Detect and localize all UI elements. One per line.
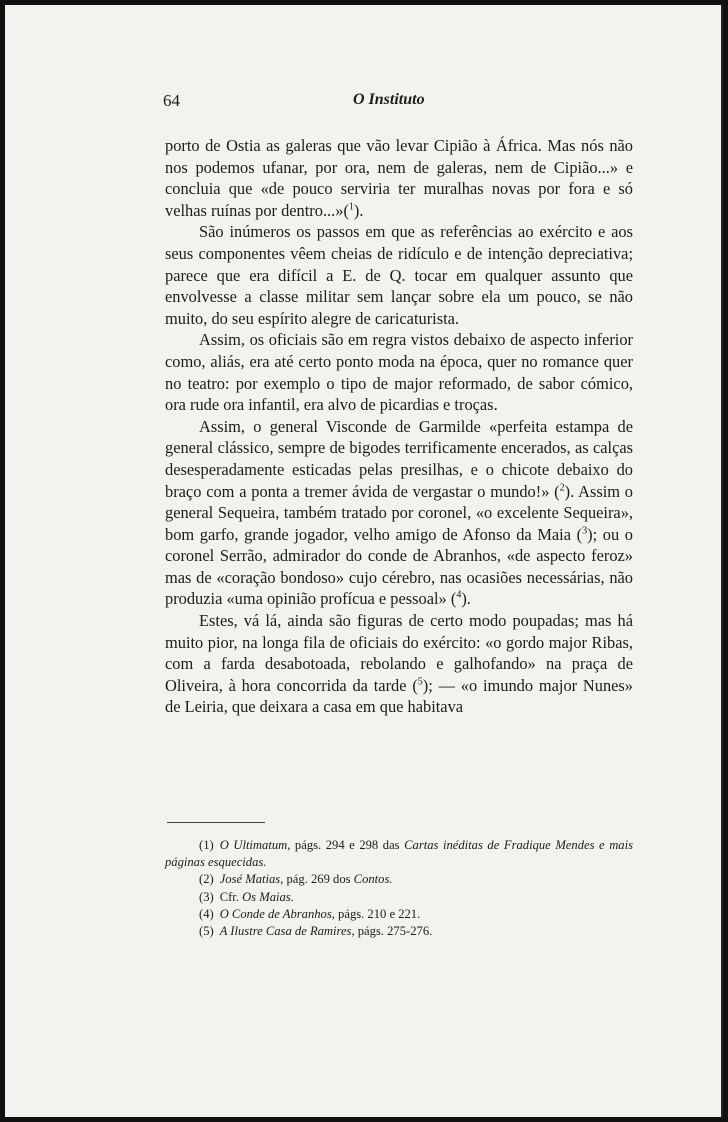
book-page [5,5,723,1117]
footnote-ref: 5 [417,676,423,688]
page-number: 64 [163,91,180,110]
footnote-ref: 2 [559,482,565,494]
body-text [165,135,633,718]
paragraph: porto de Ostia as galeras que vão levar Cipião à África. Mas nós não nos podemos ufanar, por ora, nem de galeras, nem de Cipião...» e concluia que «de pouco serviria ter muralhas novas por fora e só velhas ruínas por dentro...»($^1$). [165,136,633,220]
paragraph: Estes, vá lá, ainda são figuras de certo modo poupadas; mas há muito pior, na longa fila de oficiais do exército: «o gordo major Ribas, com a farda desabotoada, rebolando e galhofando» na praça de Oliveira, à hora concorrida da tarde ($^5$); — «o imundo major Nunes» de Leiria, que deixara a casa em que habitava [165,611,633,717]
footnote: (5) A Ilustre Casa de Ramires, págs. 275-276. [199,924,433,939]
footnote-ref: 1 [348,201,354,213]
footnote: (2) José Matias, pág. 269 dos Contos. [199,872,393,887]
footnote: (1) O Ultimatum, págs. 294 e 298 das Cartas inéditas de Fradique Mendes e mais páginas esquecidas. [165,838,633,870]
page-header [163,91,633,113]
paragraph: São inúmeros os passos em que as referências ao exército e aos seus componentes vêem cheias de ridículo e de intenção depreciativa; parece que era difícil a E. de Q. tocar em qualquer assunto que envolvesse a classe militar sem lançar sobre ela um pouco, se não muito, do seu espírito alegre de caricaturista. [165,222,633,328]
footnote-divider [167,822,265,823]
paragraph: Assim, o general Visconde de Garmilde «perfeita estampa de general clássico, sempre de bigodes terrificamente encerados, as calças desesperadamente esticadas pelas presilhas, e o chicote debaixo do braço com a ponta a tremer ávida de vergastar o mundo!» ($^2$). Assim o general Sequeira, também tratado por coronel, «o excelente Sequeira», bom garfo, grande jogador, velho amigo de Afonso da Maia ($^3$); ou o coronel Serrão, admirador do conde de Abranhos, «de aspecto feroz» mas de «coração bondoso» cujo cérebro, nas ocasiões necessárias, não produzia «uma opinião profícua e pessoal» ($^4$). [165,416,633,609]
running-title: O Instituto [353,91,425,108]
footnotes [165,837,633,940]
paragraph: Assim, os oficiais são em regra vistos debaixo de aspecto inferior como, aliás, era até certo ponto moda na época, quer no romance quer no teatro: por exemplo o tipo de major reformado, de sabor cómico, ora rude ora infantil, era alvo de picardias e troças. [165,330,633,415]
footnote: (4) O Conde de Abranhos, págs. 210 e 221. [199,906,421,921]
footnote: (3) Cfr. Os Maias. [199,889,294,904]
footnote-ref: 3 [582,525,588,537]
footnote-ref: 4 [456,590,462,601]
